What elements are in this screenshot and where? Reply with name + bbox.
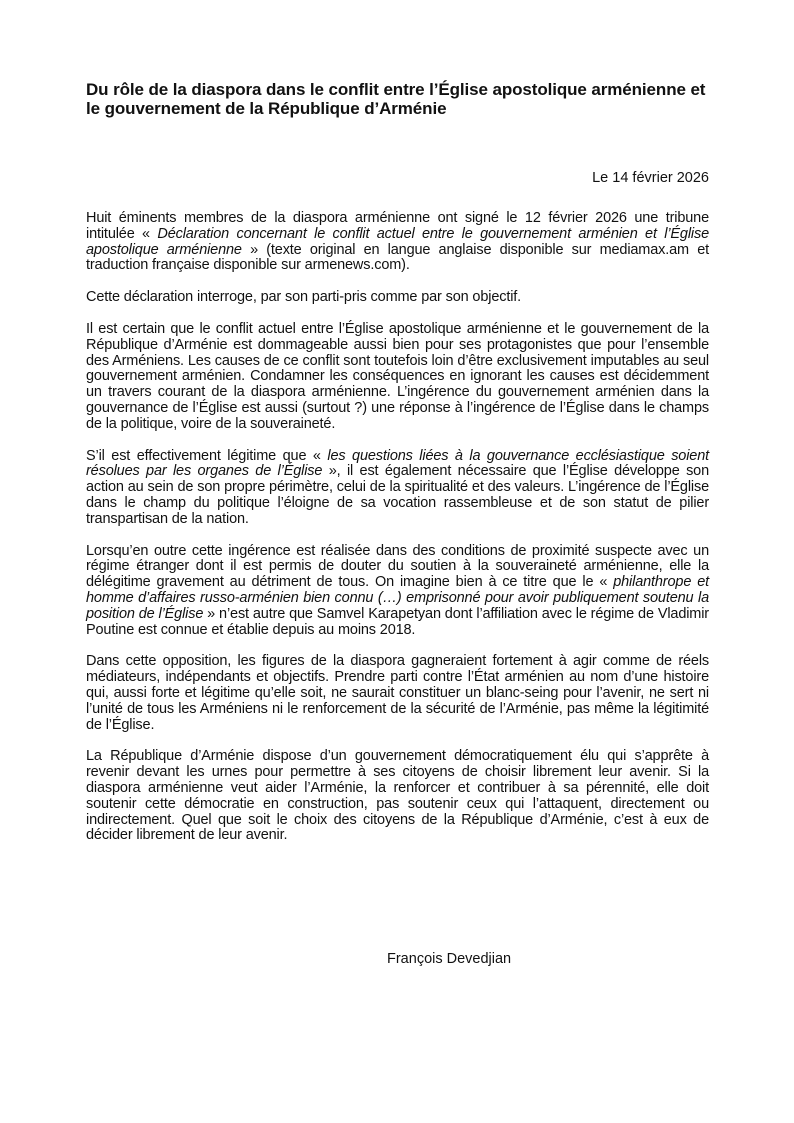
document-date: Le 14 février 2026 bbox=[592, 170, 709, 186]
signature: François Devedjian bbox=[387, 951, 512, 967]
paragraph-7 bbox=[86, 749, 709, 844]
quote-run: les questions liées à la gouvernance ecclésiastique soient résolues par les organes de l’Église bbox=[86, 447, 709, 480]
text-run: Dans cette opposition, les figures de la diaspora gagneraient fortement à agir comme de réels médiateurs, indépendants et objectifs. Prendre parti contre l’État arménien au nom d’une histoire qui, aussi forte et légitime qu’elle soit, ne saurait constituer un blanc-seing pour l’avenir, ne sert ni l’unité de tous les Arméniens ni le renforcement de la sécurité de l’Arménie, pas même la légitimité de l’Église. bbox=[86, 653, 709, 733]
paragraph-6 bbox=[86, 654, 709, 733]
quote-run: philanthrope et homme d’affaires russo-arménien bien connu (…) emprisonné pour avoir publiquement soutenu la position de l’Église bbox=[86, 574, 709, 622]
text-run: La République d’Arménie dispose d’un gouvernement démocratiquement élu qui s’apprête à revenir devant les urnes pour permettre à ses citoyens de choisir librement leur avenir. Si la diaspora arménienne veut aider l’Arménie, la renforcer et contribuer à sa pérennité, elle doit soutenir cette démocratie en construction, pas soutenir ceux qui l’attaquent, directement ou indirectement. Quel que soit le choix des citoyens de la République d’Arménie, c’est à eux de décider librement de leur avenir. bbox=[86, 748, 709, 844]
paragraph-3 bbox=[86, 322, 709, 433]
text-run: Cette déclaration interroge, par son parti-pris comme par son objectif. bbox=[86, 289, 522, 306]
text-run: », il est également nécessaire que l’Église développe son action au sein de son propre périmètre, celui de la spiritualité et des valeurs. L’ingérence de l’Église dans le champ du politique l’éloigne de sa vocation rassembleuse et de son statut de pilier transpartisan de la nation. bbox=[86, 463, 709, 527]
document-body bbox=[86, 211, 709, 844]
text-run: Huit éminents membres de la diaspora arménienne ont signé le 12 février 2026 une tribune intitulée « bbox=[86, 210, 709, 242]
paragraph-4 bbox=[86, 449, 709, 528]
text-run: Il est certain que le conflit actuel entre l’Église apostolique arménienne et le gouvernement de la République d’Arménie est dommageable aussi bien pour ses protagonistes que pour l’ensemble des Arméniens. Les causes de ce conflit sont toutefois loin d’être exclusivement imputables au seul gouvernement arménien. Condamner les conséquences en ignorant les causes est décidemment un travers courant de la diaspora arménienne. L’ingérence du gouvernement arménien dans la gouvernance de l’Église est aussi (surtout ?) une réponse à l’ingérence de l’Église dans le champs de la politique, voire de la souveraineté. bbox=[86, 320, 709, 432]
text-run: S’il est effectivement légitime que « bbox=[86, 447, 328, 464]
text-run: Lorsqu’en outre cette ingérence est réalisée dans des conditions de proximité suspecte avec un régime étranger dont il est permis de douter du soutien à la souveraineté arménienne, elle la délégitime gravement au détriment de tous. On imagine bien à ce titre que le « bbox=[86, 542, 709, 591]
paragraph-2 bbox=[86, 290, 709, 306]
text-run: » (texte original en langue anglaise disponible sur mediamax.am et traduction française disponible sur armenews.com). bbox=[86, 241, 710, 274]
paragraph-5 bbox=[86, 544, 709, 639]
document-title: Du rôle de la diaspora dans le conflit entre l’Église apostolique arménienne et le gouvernement de la République d’Arménie bbox=[86, 80, 706, 118]
text-run: » n’est autre que Samvel Karapetyan dont l’affiliation avec le régime de Vladimir Poutine est connue et établie depuis au moins 2018. bbox=[86, 605, 709, 638]
paragraph-1 bbox=[86, 211, 709, 274]
quote-run: Déclaration concernant le conflit actuel entre le gouvernement arménien et l’Église apostolique arménienne bbox=[86, 225, 709, 258]
document-page bbox=[86, 80, 709, 860]
